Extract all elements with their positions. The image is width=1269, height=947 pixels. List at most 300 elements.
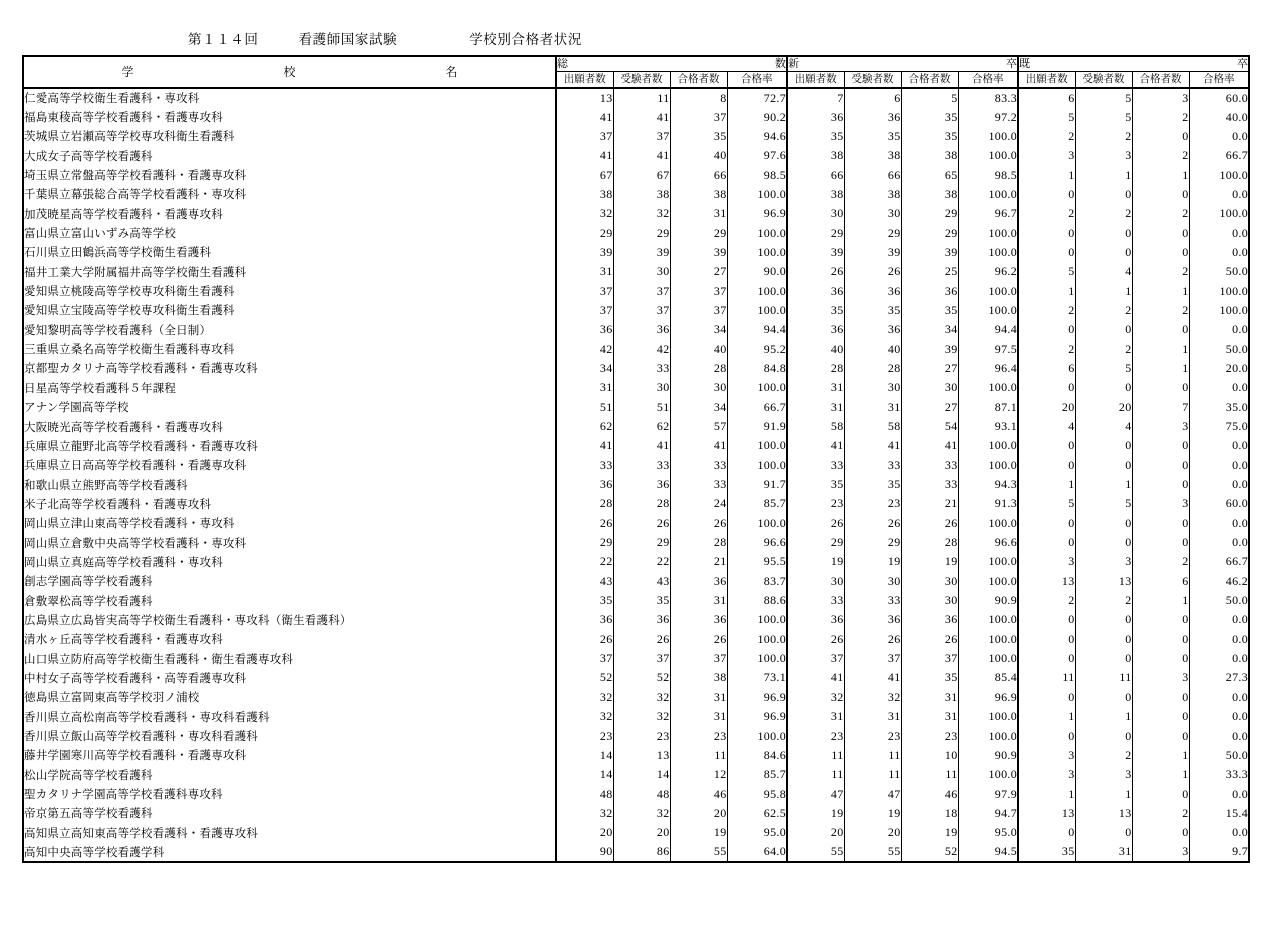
repeat-passrate-cell: 100.0 <box>1189 281 1249 300</box>
report-subtitle: 学校別合格者状況 <box>469 32 583 47</box>
new-passrate-cell: 97.2 <box>958 107 1018 126</box>
school-name-cell: 日星高等学校看護科５年課程 <box>23 378 556 397</box>
total-examinees-cell: 39 <box>613 243 670 262</box>
new-applicants-cell: 31 <box>787 707 844 726</box>
repeat-passers-cell: 0 <box>1132 823 1189 842</box>
repeat-applicants-cell: 2 <box>1018 301 1075 320</box>
school-name-cell: 徳島県立富岡東高等学校羽ノ浦校 <box>23 688 556 707</box>
repeat-passrate-cell: 75.0 <box>1189 417 1249 436</box>
repeat-passers-cell: 0 <box>1132 243 1189 262</box>
repeat-examinees-cell: 0 <box>1075 688 1132 707</box>
repeat-passers-cell: 0 <box>1132 784 1189 803</box>
total-examinees-cell: 28 <box>613 494 670 513</box>
school-name-cell: 千葉県立幕張総合高等学校看護科・専攻科 <box>23 185 556 204</box>
repeat-applicants-cell: 0 <box>1018 630 1075 649</box>
repeat-passrate-cell: 50.0 <box>1189 746 1249 765</box>
repeat-examinees-cell: 0 <box>1075 630 1132 649</box>
new-applicants-cell: 31 <box>787 378 844 397</box>
table-row <box>23 804 1249 823</box>
total-applicants-cell: 37 <box>556 127 613 146</box>
new-applicants-cell: 7 <box>787 88 844 107</box>
new-passers-cell: 39 <box>901 243 958 262</box>
school-name-cell: 岡山県立倉敷中央高等学校看護科・専攻科 <box>23 533 556 552</box>
repeat-examinees-cell: 2 <box>1075 746 1132 765</box>
subheader-total-passers: 合格者数 <box>670 72 727 89</box>
table-row <box>23 456 1249 475</box>
school-header-char-2: 校 <box>283 64 296 79</box>
total-passers-cell: 30 <box>670 378 727 397</box>
school-name-cell: 富山県立富山いずみ高等学校 <box>23 223 556 242</box>
school-name-cell: 米子北高等学校看護科・看護専攻科 <box>23 494 556 513</box>
total-examinees-cell: 48 <box>613 784 670 803</box>
new-passers-cell: 35 <box>901 127 958 146</box>
repeat-passrate-cell: 60.0 <box>1189 494 1249 513</box>
total-applicants-cell: 36 <box>556 610 613 629</box>
repeat-applicants-cell: 6 <box>1018 88 1075 107</box>
total-examinees-cell: 52 <box>613 668 670 687</box>
school-name-cell: アナン学園高等学校 <box>23 398 556 417</box>
total-examinees-cell: 30 <box>613 262 670 281</box>
repeat-applicants-cell: 0 <box>1018 436 1075 455</box>
repeat-passrate-cell: 0.0 <box>1189 127 1249 146</box>
new-passers-cell: 29 <box>901 204 958 223</box>
new-examinees-cell: 19 <box>844 804 901 823</box>
table-row <box>23 746 1249 765</box>
total-examinees-cell: 29 <box>613 533 670 552</box>
repeat-passers-cell: 0 <box>1132 630 1189 649</box>
total-applicants-cell: 20 <box>556 823 613 842</box>
repeat-passers-cell: 0 <box>1132 514 1189 533</box>
new-applicants-cell: 41 <box>787 436 844 455</box>
repeat-applicants-cell: 3 <box>1018 746 1075 765</box>
repeat-passers-cell: 6 <box>1132 572 1189 591</box>
repeat-examinees-cell: 0 <box>1075 649 1132 668</box>
repeat-examinees-cell: 13 <box>1075 572 1132 591</box>
new-passrate-cell: 100.0 <box>958 456 1018 475</box>
repeat-examinees-cell: 2 <box>1075 339 1132 358</box>
repeat-passrate-cell: 40.0 <box>1189 107 1249 126</box>
total-examinees-cell: 35 <box>613 591 670 610</box>
table-row <box>23 88 1249 107</box>
new-examinees-cell: 41 <box>844 668 901 687</box>
total-passrate-cell: 100.0 <box>727 726 787 745</box>
repeat-applicants-cell: 3 <box>1018 765 1075 784</box>
new-examinees-cell: 6 <box>844 88 901 107</box>
repeat-passrate-cell: 35.0 <box>1189 398 1249 417</box>
new-passers-cell: 23 <box>901 726 958 745</box>
new-passrate-cell: 100.0 <box>958 223 1018 242</box>
new-passrate-cell: 100.0 <box>958 281 1018 300</box>
repeat-passrate-cell: 0.0 <box>1189 707 1249 726</box>
total-applicants-cell: 32 <box>556 804 613 823</box>
repeat-passrate-cell: 9.7 <box>1189 842 1249 861</box>
subheader-total-applicants: 出願者数 <box>556 72 613 89</box>
repeat-passers-cell: 2 <box>1132 146 1189 165</box>
total-passers-cell: 66 <box>670 165 727 184</box>
repeat-examinees-cell: 11 <box>1075 668 1132 687</box>
total-passers-cell: 8 <box>670 88 727 107</box>
total-passers-cell: 38 <box>670 185 727 204</box>
total-examinees-cell: 32 <box>613 707 670 726</box>
new-examinees-cell: 11 <box>844 765 901 784</box>
repeat-applicants-cell: 0 <box>1018 243 1075 262</box>
new-passers-cell: 29 <box>901 223 958 242</box>
repeat-passers-cell: 2 <box>1132 262 1189 281</box>
total-examinees-cell: 41 <box>613 146 670 165</box>
new-examinees-cell: 38 <box>844 185 901 204</box>
new-passers-cell: 27 <box>901 398 958 417</box>
new-passrate-cell: 100.0 <box>958 243 1018 262</box>
new-examinees-cell: 29 <box>844 533 901 552</box>
new-passers-cell: 41 <box>901 436 958 455</box>
repeat-passers-cell: 0 <box>1132 127 1189 146</box>
total-passers-cell: 33 <box>670 456 727 475</box>
total-passrate-cell: 88.6 <box>727 591 787 610</box>
repeat-passrate-cell: 0.0 <box>1189 456 1249 475</box>
repeat-applicants-cell: 20 <box>1018 398 1075 417</box>
school-name-cell: 愛知県立宝陵高等学校専攻科衛生看護科 <box>23 301 556 320</box>
new-passrate-cell: 87.1 <box>958 398 1018 417</box>
header-group-row <box>23 56 1249 72</box>
total-passrate-cell: 97.6 <box>727 146 787 165</box>
table-row <box>23 494 1249 513</box>
new-passers-cell: 30 <box>901 591 958 610</box>
table-row <box>23 398 1249 417</box>
results-table-container <box>22 55 1246 863</box>
new-applicants-cell: 29 <box>787 223 844 242</box>
repeat-examinees-cell: 1 <box>1075 784 1132 803</box>
repeat-passrate-cell: 20.0 <box>1189 359 1249 378</box>
new-passers-cell: 38 <box>901 185 958 204</box>
repeat-applicants-cell: 0 <box>1018 533 1075 552</box>
new-applicants-cell: 23 <box>787 494 844 513</box>
total-applicants-cell: 31 <box>556 262 613 281</box>
new-applicants-cell: 35 <box>787 301 844 320</box>
new-passers-cell: 31 <box>901 688 958 707</box>
school-name-cell: 清水ヶ丘高等学校看護科・看護専攻科 <box>23 630 556 649</box>
total-examinees-cell: 22 <box>613 552 670 571</box>
document-title <box>188 28 582 48</box>
school-name-cell: 中村女子高等学校看護科・高等看護専攻科 <box>23 668 556 687</box>
new-examinees-cell: 23 <box>844 494 901 513</box>
new-examinees-cell: 38 <box>844 146 901 165</box>
total-passrate-cell: 91.7 <box>727 475 787 494</box>
subheader-new-passrate: 合格率 <box>958 72 1018 89</box>
new-examinees-cell: 31 <box>844 707 901 726</box>
table-row <box>23 514 1249 533</box>
total-examinees-cell: 41 <box>613 436 670 455</box>
table-row <box>23 475 1249 494</box>
total-passrate-cell: 100.0 <box>727 610 787 629</box>
new-passers-cell: 35 <box>901 301 958 320</box>
new-passrate-cell: 94.5 <box>958 842 1018 861</box>
total-passers-cell: 38 <box>670 668 727 687</box>
new-examinees-cell: 35 <box>844 301 901 320</box>
school-name-cell: 大阪暁光高等学校看護科・看護専攻科 <box>23 417 556 436</box>
total-examinees-cell: 37 <box>613 281 670 300</box>
repeat-applicants-cell: 3 <box>1018 552 1075 571</box>
repeat-examinees-cell: 31 <box>1075 842 1132 861</box>
new-applicants-cell: 58 <box>787 417 844 436</box>
repeat-passers-cell: 0 <box>1132 610 1189 629</box>
new-applicants-cell: 39 <box>787 243 844 262</box>
repeat-applicants-cell: 3 <box>1018 146 1075 165</box>
repeat-passrate-cell: 0.0 <box>1189 784 1249 803</box>
group-repeat-left: 既 <box>1018 56 1132 72</box>
total-passrate-cell: 66.7 <box>727 398 787 417</box>
new-examinees-cell: 35 <box>844 127 901 146</box>
repeat-examinees-cell: 0 <box>1075 610 1132 629</box>
total-passers-cell: 31 <box>670 591 727 610</box>
table-row <box>23 281 1249 300</box>
new-passrate-cell: 100.0 <box>958 185 1018 204</box>
repeat-applicants-cell: 1 <box>1018 475 1075 494</box>
total-passrate-cell: 90.0 <box>727 262 787 281</box>
repeat-applicants-cell: 1 <box>1018 281 1075 300</box>
repeat-passers-cell: 3 <box>1132 842 1189 861</box>
school-name-cell: 愛知県立桃陵高等学校専攻科衛生看護科 <box>23 281 556 300</box>
repeat-passers-cell: 0 <box>1132 223 1189 242</box>
new-applicants-cell: 26 <box>787 514 844 533</box>
repeat-applicants-cell: 1 <box>1018 784 1075 803</box>
repeat-examinees-cell: 0 <box>1075 726 1132 745</box>
total-examinees-cell: 51 <box>613 398 670 417</box>
repeat-passrate-cell: 100.0 <box>1189 165 1249 184</box>
new-applicants-cell: 33 <box>787 591 844 610</box>
repeat-examinees-cell: 20 <box>1075 398 1132 417</box>
new-examinees-cell: 39 <box>844 243 901 262</box>
new-passrate-cell: 100.0 <box>958 552 1018 571</box>
total-applicants-cell: 36 <box>556 320 613 339</box>
new-passrate-cell: 96.4 <box>958 359 1018 378</box>
new-passrate-cell: 100.0 <box>958 436 1018 455</box>
total-applicants-cell: 26 <box>556 514 613 533</box>
new-examinees-cell: 26 <box>844 630 901 649</box>
repeat-examinees-cell: 1 <box>1075 165 1132 184</box>
repeat-applicants-cell: 5 <box>1018 107 1075 126</box>
repeat-applicants-cell: 0 <box>1018 514 1075 533</box>
subheader-repeat-examinees: 受験者数 <box>1075 72 1132 89</box>
total-applicants-cell: 62 <box>556 417 613 436</box>
total-examinees-cell: 36 <box>613 610 670 629</box>
total-examinees-cell: 36 <box>613 475 670 494</box>
total-passrate-cell: 100.0 <box>727 630 787 649</box>
school-name-cell: 京都聖カタリナ高等学校看護科・看護専攻科 <box>23 359 556 378</box>
school-name-cell: 愛知黎明高等学校看護科（全日制） <box>23 320 556 339</box>
repeat-passrate-cell: 0.0 <box>1189 436 1249 455</box>
subheader-new-passers: 合格者数 <box>901 72 958 89</box>
total-applicants-cell: 33 <box>556 456 613 475</box>
table-row <box>23 591 1249 610</box>
new-applicants-cell: 29 <box>787 533 844 552</box>
repeat-applicants-cell: 0 <box>1018 726 1075 745</box>
new-applicants-cell: 38 <box>787 146 844 165</box>
repeat-passrate-cell: 0.0 <box>1189 649 1249 668</box>
total-examinees-cell: 14 <box>613 765 670 784</box>
total-applicants-cell: 28 <box>556 494 613 513</box>
total-applicants-cell: 52 <box>556 668 613 687</box>
new-passrate-cell: 100.0 <box>958 146 1018 165</box>
table-row <box>23 243 1249 262</box>
total-passrate-cell: 100.0 <box>727 243 787 262</box>
repeat-passers-cell: 1 <box>1132 746 1189 765</box>
school-name-cell: 加茂暁星高等学校看護科・看護専攻科 <box>23 204 556 223</box>
repeat-passrate-cell: 66.7 <box>1189 146 1249 165</box>
repeat-applicants-cell: 0 <box>1018 378 1075 397</box>
new-examinees-cell: 26 <box>844 262 901 281</box>
total-passers-cell: 19 <box>670 823 727 842</box>
new-passers-cell: 11 <box>901 765 958 784</box>
new-applicants-cell: 19 <box>787 552 844 571</box>
new-passers-cell: 36 <box>901 610 958 629</box>
school-name-cell: 松山学院高等学校看護科 <box>23 765 556 784</box>
repeat-passrate-cell: 0.0 <box>1189 320 1249 339</box>
school-name-cell: 広島県立広島皆実高等学校衛生看護科・専攻科（衛生看護科） <box>23 610 556 629</box>
repeat-passrate-cell: 0.0 <box>1189 726 1249 745</box>
new-applicants-cell: 11 <box>787 765 844 784</box>
new-passers-cell: 65 <box>901 165 958 184</box>
total-passers-cell: 11 <box>670 746 727 765</box>
total-examinees-cell: 32 <box>613 688 670 707</box>
new-passrate-cell: 83.3 <box>958 88 1018 107</box>
repeat-examinees-cell: 0 <box>1075 533 1132 552</box>
new-examinees-cell: 26 <box>844 514 901 533</box>
new-applicants-cell: 35 <box>787 127 844 146</box>
exam-name: 看護師国家試験 <box>298 32 398 47</box>
total-passrate-cell: 64.0 <box>727 842 787 861</box>
school-name-cell: 帝京第五高等学校看護科 <box>23 804 556 823</box>
total-passrate-cell: 100.0 <box>727 378 787 397</box>
school-name-cell: 兵庫県立龍野北高等学校看護科・看護専攻科 <box>23 436 556 455</box>
repeat-passrate-cell: 100.0 <box>1189 204 1249 223</box>
total-passrate-cell: 85.7 <box>727 765 787 784</box>
repeat-examinees-cell: 0 <box>1075 185 1132 204</box>
new-passrate-cell: 98.5 <box>958 165 1018 184</box>
table-row <box>23 378 1249 397</box>
repeat-passrate-cell: 100.0 <box>1189 301 1249 320</box>
total-applicants-cell: 39 <box>556 243 613 262</box>
repeat-examinees-cell: 2 <box>1075 301 1132 320</box>
table-head <box>23 56 1249 88</box>
table-row <box>23 610 1249 629</box>
subheader-repeat-passrate: 合格率 <box>1189 72 1249 89</box>
total-passrate-cell: 100.0 <box>727 649 787 668</box>
table-row <box>23 842 1249 861</box>
repeat-examinees-cell: 3 <box>1075 765 1132 784</box>
group-new-left: 新 <box>787 56 901 72</box>
total-passers-cell: 24 <box>670 494 727 513</box>
repeat-passrate-cell: 0.0 <box>1189 243 1249 262</box>
new-applicants-cell: 37 <box>787 649 844 668</box>
table-row <box>23 533 1249 552</box>
new-examinees-cell: 31 <box>844 398 901 417</box>
total-applicants-cell: 14 <box>556 746 613 765</box>
new-passers-cell: 33 <box>901 456 958 475</box>
total-applicants-cell: 34 <box>556 359 613 378</box>
total-applicants-cell: 37 <box>556 281 613 300</box>
table-row <box>23 146 1249 165</box>
subheader-total-passrate: 合格率 <box>727 72 787 89</box>
total-passers-cell: 26 <box>670 630 727 649</box>
table-row <box>23 204 1249 223</box>
total-passrate-cell: 100.0 <box>727 456 787 475</box>
repeat-examinees-cell: 13 <box>1075 804 1132 823</box>
repeat-passrate-cell: 46.2 <box>1189 572 1249 591</box>
total-passrate-cell: 96.6 <box>727 533 787 552</box>
total-passers-cell: 21 <box>670 552 727 571</box>
new-passers-cell: 35 <box>901 668 958 687</box>
repeat-examinees-cell: 5 <box>1075 107 1132 126</box>
total-passers-cell: 23 <box>670 726 727 745</box>
repeat-passrate-cell: 0.0 <box>1189 823 1249 842</box>
table-row <box>23 339 1249 358</box>
total-applicants-cell: 14 <box>556 765 613 784</box>
repeat-examinees-cell: 0 <box>1075 378 1132 397</box>
new-examinees-cell: 41 <box>844 436 901 455</box>
total-applicants-cell: 41 <box>556 436 613 455</box>
repeat-applicants-cell: 13 <box>1018 572 1075 591</box>
school-name-cell: 茨城県立岩瀬高等学校専攻科衛生看護科 <box>23 127 556 146</box>
repeat-passers-cell: 3 <box>1132 494 1189 513</box>
total-applicants-cell: 13 <box>556 88 613 107</box>
repeat-passers-cell: 1 <box>1132 281 1189 300</box>
new-passrate-cell: 96.9 <box>958 688 1018 707</box>
table-row <box>23 127 1249 146</box>
new-passers-cell: 35 <box>901 107 958 126</box>
new-applicants-cell: 30 <box>787 572 844 591</box>
total-examinees-cell: 36 <box>613 320 670 339</box>
repeat-passers-cell: 0 <box>1132 707 1189 726</box>
repeat-applicants-cell: 0 <box>1018 649 1075 668</box>
total-passrate-cell: 95.2 <box>727 339 787 358</box>
repeat-examinees-cell: 0 <box>1075 456 1132 475</box>
school-name-cell: 岡山県立津山東高等学校看護科・専攻科 <box>23 514 556 533</box>
new-examinees-cell: 19 <box>844 552 901 571</box>
table-row <box>23 552 1249 571</box>
new-applicants-cell: 41 <box>787 668 844 687</box>
repeat-passers-cell: 1 <box>1132 591 1189 610</box>
repeat-passers-cell: 1 <box>1132 339 1189 358</box>
total-passers-cell: 36 <box>670 610 727 629</box>
new-passrate-cell: 100.0 <box>958 572 1018 591</box>
school-header-char-1: 学 <box>121 64 134 79</box>
exam-session-number: 第１１４回 <box>188 32 259 47</box>
new-passrate-cell: 100.0 <box>958 630 1018 649</box>
repeat-passers-cell: 2 <box>1132 552 1189 571</box>
new-applicants-cell: 23 <box>787 726 844 745</box>
new-applicants-cell: 11 <box>787 746 844 765</box>
table-row <box>23 630 1249 649</box>
new-passrate-cell: 100.0 <box>958 707 1018 726</box>
repeat-passers-cell: 2 <box>1132 301 1189 320</box>
school-name-cell: 福井工業大学附属福井高等学校衛生看護科 <box>23 262 556 281</box>
repeat-passers-cell: 0 <box>1132 320 1189 339</box>
new-passers-cell: 10 <box>901 746 958 765</box>
school-name-cell: 藤井学園寒川高等学校看護科・看護専攻科 <box>23 746 556 765</box>
total-examinees-cell: 33 <box>613 456 670 475</box>
new-applicants-cell: 66 <box>787 165 844 184</box>
new-passers-cell: 46 <box>901 784 958 803</box>
table-row <box>23 707 1249 726</box>
new-examinees-cell: 30 <box>844 572 901 591</box>
repeat-examinees-cell: 0 <box>1075 823 1132 842</box>
new-passrate-cell: 94.3 <box>958 475 1018 494</box>
total-examinees-cell: 26 <box>613 630 670 649</box>
total-applicants-cell: 48 <box>556 784 613 803</box>
new-passrate-cell: 100.0 <box>958 765 1018 784</box>
new-applicants-cell: 40 <box>787 339 844 358</box>
repeat-examinees-cell: 4 <box>1075 417 1132 436</box>
